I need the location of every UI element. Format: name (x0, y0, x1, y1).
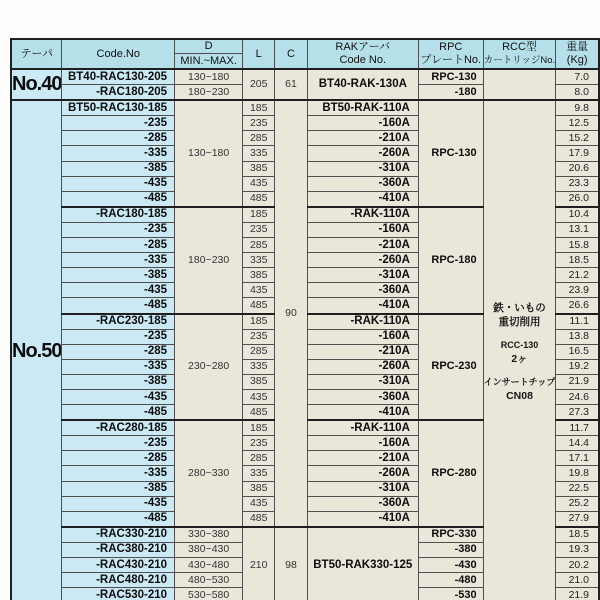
spec-table (10, 38, 600, 600)
d-range-cell: 130~180 (175, 69, 243, 85)
code-cell: -385 (62, 161, 175, 176)
rak-code-cell: -210A (307, 344, 418, 359)
rpc-plate-cell: RPC-130 (418, 100, 483, 207)
rak-code-cell: -260A (307, 359, 418, 374)
rak-code-cell: -360A (307, 389, 418, 404)
l-cell: 185 (243, 314, 275, 330)
c-cell: 98 (275, 527, 308, 600)
rak-code-cell: -260A (307, 253, 418, 268)
rak-code-cell: -260A (307, 146, 418, 161)
l-cell: 285 (243, 131, 275, 146)
rcc-note-line: CN08 (506, 389, 533, 402)
rpc-plate-cell: RPC-180 (418, 207, 483, 314)
code-cell: -RAC480-210 (62, 573, 175, 588)
weight-cell: 21.0 (556, 573, 599, 588)
code-cell: -485 (62, 511, 175, 527)
code-cell: -235 (62, 329, 175, 344)
rak-code-cell: -410A (307, 511, 418, 527)
weight-cell: 27.3 (556, 405, 599, 421)
rpc-plate-cell: RPC-130 (418, 69, 483, 85)
weight-cell: 15.2 (556, 131, 599, 146)
rak-code-cell: -RAK-110A (307, 314, 418, 330)
header-rak-arbor (307, 39, 418, 69)
code-cell: -235 (62, 222, 175, 237)
weight-cell: 17.1 (556, 451, 599, 466)
weight-cell: 27.9 (556, 511, 599, 527)
header-l: L (243, 39, 275, 69)
header-d-range: MIN.~MAX. (180, 55, 237, 67)
rak-code-cell: BT40-RAK-130A (307, 69, 418, 100)
rak-code-cell: -260A (307, 466, 418, 481)
code-cell: -RAC280-185 (62, 420, 175, 436)
l-cell: 235 (243, 329, 275, 344)
rak-code-cell: -410A (307, 405, 418, 421)
d-range-cell: 280~330 (175, 420, 243, 527)
code-cell: -485 (62, 298, 175, 314)
weight-cell: 26.0 (556, 191, 599, 207)
weight-cell: 19.8 (556, 466, 599, 481)
rak-code-cell: -210A (307, 131, 418, 146)
l-cell: 385 (243, 268, 275, 283)
l-cell: 235 (243, 116, 275, 131)
rcc-note-line: RCC-130 (500, 339, 539, 350)
code-cell: -285 (62, 238, 175, 253)
weight-cell: 14.4 (556, 436, 599, 451)
code-cell: -335 (62, 253, 175, 268)
weight-cell: 10.4 (556, 207, 599, 223)
header-rcc-cartridge (483, 39, 556, 69)
header-d (175, 39, 243, 69)
d-range-cell: 480~530 (175, 573, 243, 588)
header-rpc-line2: プレートNo. (420, 54, 482, 66)
rak-code-cell: -160A (307, 222, 418, 237)
d-range-cell: 130~180 (175, 100, 243, 207)
rak-code-cell: -160A (307, 116, 418, 131)
code-cell: -RAC530-210 (62, 588, 175, 600)
rcc-note-line: 2ヶ (511, 352, 528, 365)
code-cell: -385 (62, 268, 175, 283)
rak-code-cell: -310A (307, 481, 418, 496)
l-cell: 335 (243, 466, 275, 481)
header-rak-line2: Code No. (339, 54, 387, 66)
rpc-plate-cell: RPC-230 (418, 314, 483, 421)
weight-cell: 13.1 (556, 222, 599, 237)
rpc-plate-cell: -180 (418, 85, 483, 101)
weight-cell: 21.9 (556, 374, 599, 389)
rpc-plate-cell: -530 (418, 588, 483, 600)
weight-cell: 18.5 (556, 253, 599, 268)
rcc-note-line: 鉄・いもの (493, 301, 546, 314)
l-cell: 435 (243, 496, 275, 511)
weight-cell: 19.3 (556, 542, 599, 557)
weight-cell: 23.9 (556, 283, 599, 298)
code-cell: -335 (62, 146, 175, 161)
rak-code-cell: BT50-RAK-110A (307, 100, 418, 116)
header-d-label: D (175, 40, 242, 54)
rak-code-cell: -360A (307, 496, 418, 511)
rpc-plate-cell: -480 (418, 573, 483, 588)
weight-cell: 13.8 (556, 329, 599, 344)
code-cell: -RAC180-205 (62, 85, 175, 101)
weight-cell: 12.5 (556, 116, 599, 131)
weight-cell: 18.5 (556, 527, 599, 543)
l-cell: 435 (243, 283, 275, 298)
code-cell: -435 (62, 176, 175, 191)
rcc-note-gap (484, 329, 556, 338)
taper-no40: No.40 (11, 69, 62, 100)
weight-cell: 8.0 (556, 85, 599, 101)
weight-cell: 16.5 (556, 344, 599, 359)
code-cell: -RAC380-210 (62, 542, 175, 557)
weight-cell: 9.8 (556, 100, 599, 116)
header-rpc-line1: RPC (439, 41, 463, 53)
l-cell: 485 (243, 511, 275, 527)
c-cell: 90 (275, 100, 308, 527)
weight-cell: 26.6 (556, 298, 599, 314)
d-range-cell: 330~380 (175, 527, 243, 543)
header-taper: テーパ (11, 39, 62, 69)
code-cell: -RAC430-210 (62, 558, 175, 573)
header-code-no: Code.No (62, 39, 175, 69)
l-cell: 385 (243, 374, 275, 389)
weight-cell: 21.9 (556, 588, 599, 600)
code-cell: -485 (62, 191, 175, 207)
rcc-empty-cell (483, 69, 556, 100)
l-cell: 435 (243, 389, 275, 404)
header-weight-line2: (Kg) (566, 54, 588, 66)
rak-code-cell: -310A (307, 268, 418, 283)
code-cell: BT40-RAC130-205 (62, 69, 175, 85)
d-range-cell: 180~230 (175, 207, 243, 314)
d-range-cell: 430~480 (175, 558, 243, 573)
code-cell: -335 (62, 359, 175, 374)
header-c: C (275, 39, 308, 69)
rak-code-cell: BT50-RAK330-125 (307, 527, 418, 600)
weight-cell: 17.9 (556, 146, 599, 161)
taper-no50: No.50 (11, 100, 62, 600)
rak-code-cell: -210A (307, 238, 418, 253)
weight-cell: 11.1 (556, 314, 599, 330)
code-cell: -235 (62, 116, 175, 131)
l-cell: 235 (243, 222, 275, 237)
rpc-plate-cell: RPC-330 (418, 527, 483, 543)
rpc-plate-cell: RPC-280 (418, 420, 483, 527)
header-weight-line1: 重量 (566, 41, 589, 53)
table-row (11, 69, 599, 85)
l-cell: 235 (243, 436, 275, 451)
header-rpc-plate (418, 39, 483, 69)
header-row (11, 39, 599, 69)
table-body (11, 69, 599, 600)
rak-code-cell: -310A (307, 374, 418, 389)
code-cell: -435 (62, 496, 175, 511)
rpc-plate-cell: -430 (418, 558, 483, 573)
code-cell: -RAC230-185 (62, 314, 175, 330)
l-cell: 485 (243, 405, 275, 421)
l-cell: 335 (243, 146, 275, 161)
weight-cell: 22.5 (556, 481, 599, 496)
rcc-note-line: インサートチップ (483, 376, 556, 387)
rak-code-cell: -160A (307, 329, 418, 344)
weight-cell: 20.2 (556, 558, 599, 573)
weight-cell: 23.3 (556, 176, 599, 191)
l-cell: 435 (243, 176, 275, 191)
l-cell: 210 (243, 527, 275, 600)
rcc-note-gap (484, 366, 556, 375)
l-cell: 185 (243, 100, 275, 116)
weight-cell: 20.6 (556, 161, 599, 176)
l-cell: 205 (243, 69, 275, 100)
l-cell: 335 (243, 253, 275, 268)
l-cell: 285 (243, 344, 275, 359)
code-cell: -485 (62, 405, 175, 421)
rak-code-cell: -360A (307, 176, 418, 191)
code-cell: -435 (62, 389, 175, 404)
l-cell: 385 (243, 161, 275, 176)
code-cell: -385 (62, 374, 175, 389)
rak-code-cell: -RAK-110A (307, 420, 418, 436)
header-weight (556, 39, 599, 69)
rak-code-cell: -360A (307, 283, 418, 298)
code-cell: -335 (62, 466, 175, 481)
code-cell: -RAC330-210 (62, 527, 175, 543)
l-cell: 285 (243, 238, 275, 253)
d-range-cell: 530~580 (175, 588, 243, 600)
code-cell: -285 (62, 451, 175, 466)
rak-code-cell: -RAK-110A (307, 207, 418, 223)
l-cell: 185 (243, 420, 275, 436)
code-cell: -435 (62, 283, 175, 298)
rak-code-cell: -410A (307, 191, 418, 207)
header-rcc-line1: RCC型 (502, 41, 537, 53)
d-range-cell: 380~430 (175, 542, 243, 557)
weight-cell: 15.8 (556, 238, 599, 253)
l-cell: 335 (243, 359, 275, 374)
d-range-cell: 180~230 (175, 85, 243, 101)
weight-cell: 11.7 (556, 420, 599, 436)
l-cell: 385 (243, 481, 275, 496)
code-cell: -285 (62, 131, 175, 146)
header-rak-line1: RAKアーバ (335, 41, 391, 53)
rcc-note (483, 100, 556, 600)
c-cell: 61 (275, 69, 308, 100)
weight-cell: 25.2 (556, 496, 599, 511)
weight-cell: 7.0 (556, 69, 599, 85)
header-rcc-line2: カートリッジNo. (483, 55, 556, 66)
code-cell: -235 (62, 436, 175, 451)
table-row (11, 100, 599, 116)
rak-code-cell: -310A (307, 161, 418, 176)
l-cell: 485 (243, 298, 275, 314)
l-cell: 185 (243, 207, 275, 223)
rak-code-cell: -210A (307, 451, 418, 466)
rcc-note-line: 重切削用 (498, 315, 541, 328)
code-cell: -285 (62, 344, 175, 359)
l-cell: 285 (243, 451, 275, 466)
code-cell: -RAC180-185 (62, 207, 175, 223)
rak-code-cell: -410A (307, 298, 418, 314)
rak-code-cell: -160A (307, 436, 418, 451)
l-cell: 485 (243, 191, 275, 207)
weight-cell: 19.2 (556, 359, 599, 374)
d-range-cell: 230~280 (175, 314, 243, 421)
weight-cell: 21.2 (556, 268, 599, 283)
rpc-plate-cell: -380 (418, 542, 483, 557)
code-cell: -385 (62, 481, 175, 496)
code-cell: BT50-RAC130-185 (62, 100, 175, 116)
weight-cell: 24.6 (556, 389, 599, 404)
